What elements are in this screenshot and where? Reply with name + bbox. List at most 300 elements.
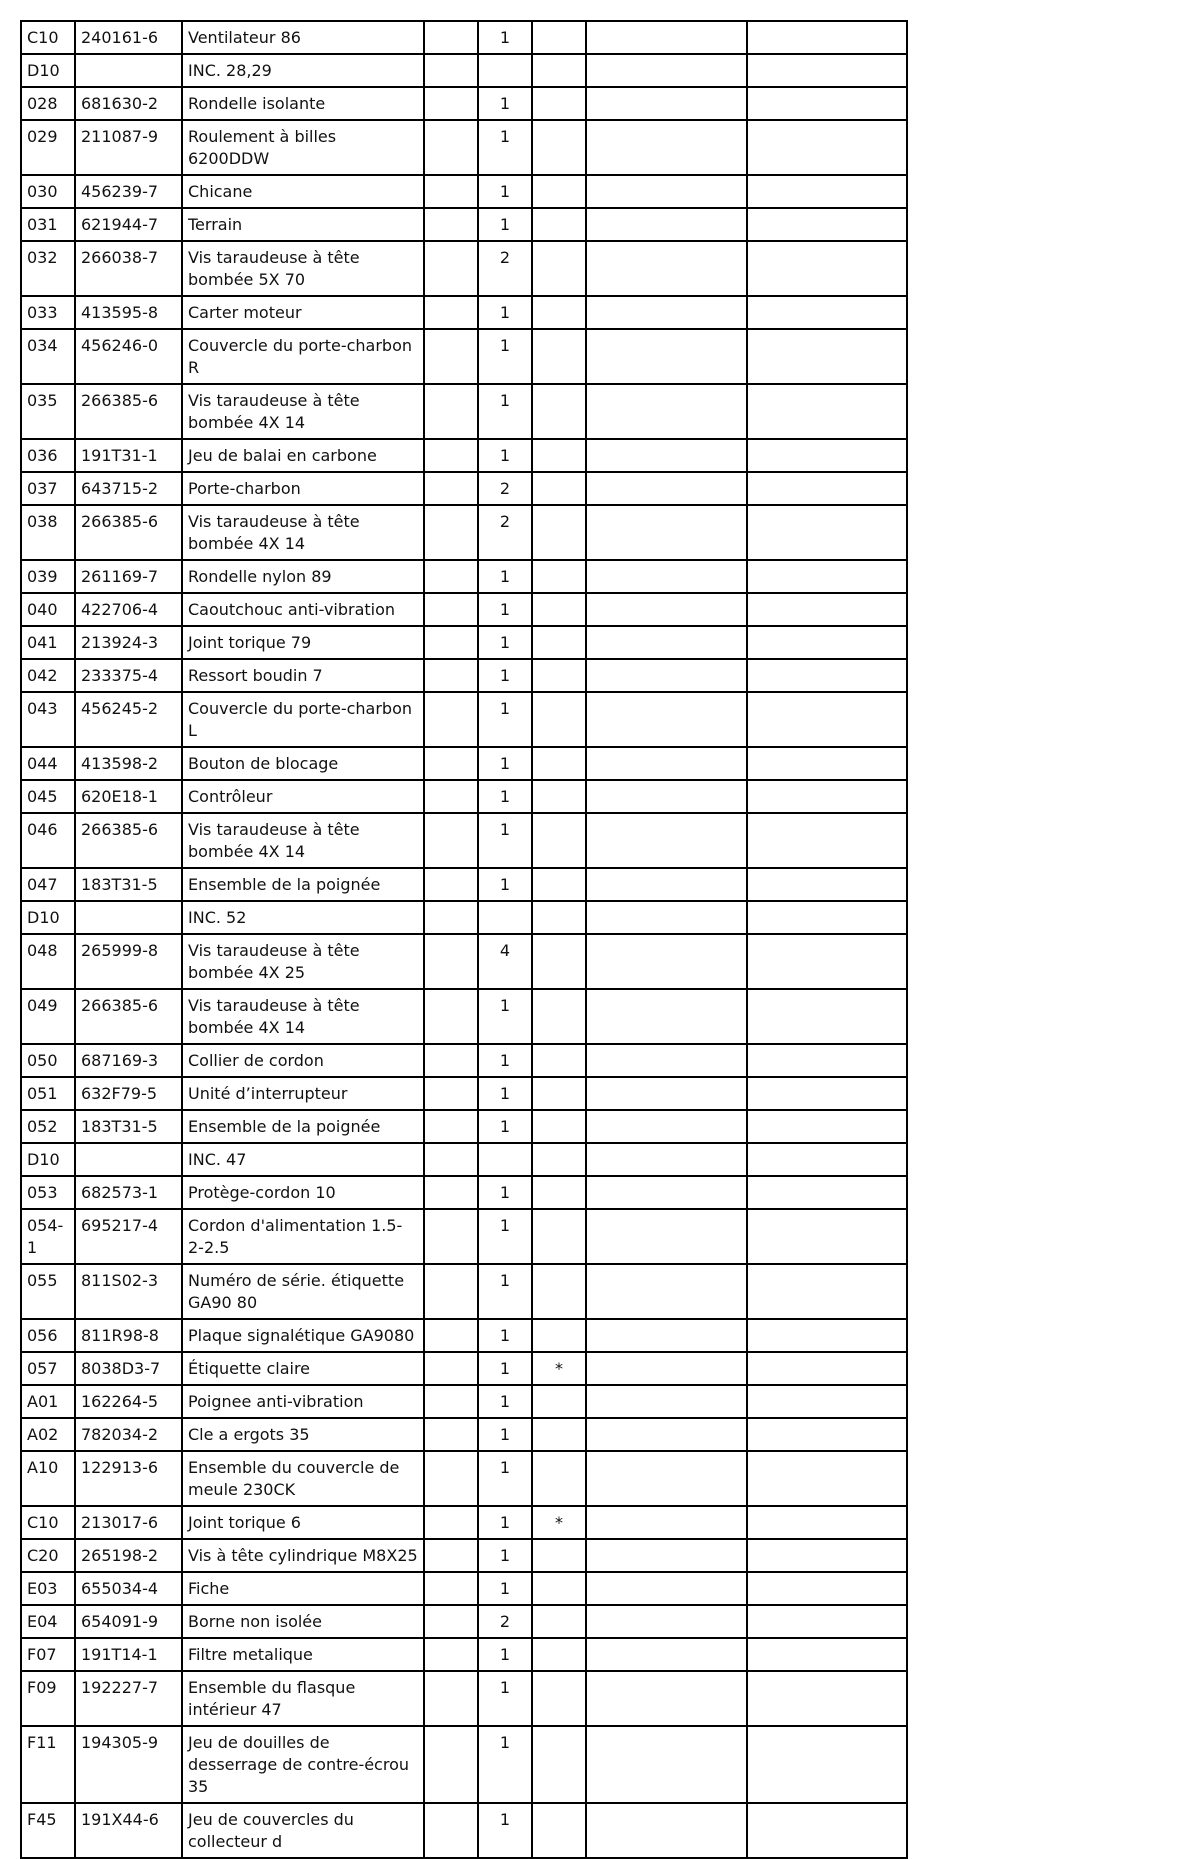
note-cell	[532, 1803, 586, 1858]
item-number-cell: 054-1	[21, 1209, 75, 1264]
blank-cell	[586, 1671, 747, 1726]
table-row	[21, 54, 907, 87]
blank-cell	[747, 1451, 907, 1506]
blank-cell	[747, 120, 907, 175]
blank-cell	[424, 54, 478, 87]
blank-cell	[586, 1352, 747, 1385]
table-row	[21, 901, 907, 934]
table-row	[21, 1264, 907, 1319]
quantity-cell: 1	[478, 780, 532, 813]
blank-cell	[586, 593, 747, 626]
description-cell: Joint torique 79	[182, 626, 424, 659]
item-number-cell: 028	[21, 87, 75, 120]
quantity-cell: 1	[478, 1539, 532, 1572]
description-cell: Filtre metalique	[182, 1638, 424, 1671]
table-row	[21, 208, 907, 241]
description-cell: Borne non isolée	[182, 1605, 424, 1638]
description-cell: Ensemble de la poignée	[182, 1110, 424, 1143]
blank-cell	[586, 54, 747, 87]
blank-cell	[747, 1044, 907, 1077]
table-row	[21, 175, 907, 208]
part-number-cell: 621944-7	[75, 208, 182, 241]
item-number-cell: 049	[21, 989, 75, 1044]
quantity-cell: 1	[478, 1385, 532, 1418]
note-cell	[532, 560, 586, 593]
quantity-cell: 1	[478, 21, 532, 54]
blank-cell	[586, 21, 747, 54]
quantity-cell: 1	[478, 1418, 532, 1451]
blank-cell	[424, 868, 478, 901]
quantity-cell: 1	[478, 1726, 532, 1803]
blank-cell	[424, 120, 478, 175]
blank-cell	[747, 1176, 907, 1209]
table-row	[21, 120, 907, 175]
blank-cell	[747, 813, 907, 868]
blank-cell	[424, 593, 478, 626]
blank-cell	[586, 934, 747, 989]
item-number-cell: F07	[21, 1638, 75, 1671]
note-cell	[532, 1143, 586, 1176]
blank-cell	[586, 439, 747, 472]
part-number-cell: 122913-6	[75, 1451, 182, 1506]
description-cell: Porte-charbon	[182, 472, 424, 505]
item-number-cell: 057	[21, 1352, 75, 1385]
part-number-cell: 233375-4	[75, 659, 182, 692]
blank-cell	[747, 989, 907, 1044]
blank-cell	[586, 296, 747, 329]
blank-cell	[747, 659, 907, 692]
item-number-cell: 033	[21, 296, 75, 329]
description-cell: Ensemble de la poignée	[182, 868, 424, 901]
blank-cell	[747, 1638, 907, 1671]
part-number-cell	[75, 901, 182, 934]
table-row	[21, 1451, 907, 1506]
blank-cell	[424, 989, 478, 1044]
part-number-cell: 655034-4	[75, 1572, 182, 1605]
description-cell: Protège-cordon 10	[182, 1176, 424, 1209]
quantity-cell: 1	[478, 1319, 532, 1352]
blank-cell	[586, 659, 747, 692]
note-cell	[532, 593, 586, 626]
blank-cell	[424, 1110, 478, 1143]
blank-cell	[424, 1539, 478, 1572]
part-number-cell: 413595-8	[75, 296, 182, 329]
quantity-cell: 1	[478, 1803, 532, 1858]
blank-cell	[424, 780, 478, 813]
table-row	[21, 329, 907, 384]
quantity-cell	[478, 901, 532, 934]
part-number-cell: 632F79-5	[75, 1077, 182, 1110]
item-number-cell: F09	[21, 1671, 75, 1726]
blank-cell	[424, 560, 478, 593]
item-number-cell: A10	[21, 1451, 75, 1506]
table-row	[21, 1726, 907, 1803]
blank-cell	[424, 1451, 478, 1506]
item-number-cell: 052	[21, 1110, 75, 1143]
item-number-cell: 031	[21, 208, 75, 241]
blank-cell	[424, 439, 478, 472]
table-row	[21, 241, 907, 296]
note-cell	[532, 1572, 586, 1605]
part-number-cell: 265198-2	[75, 1539, 182, 1572]
blank-cell	[747, 1319, 907, 1352]
note-cell	[532, 87, 586, 120]
description-cell: Cle a ergots 35	[182, 1418, 424, 1451]
note-cell	[532, 1638, 586, 1671]
note-cell	[532, 472, 586, 505]
note-cell	[532, 175, 586, 208]
blank-cell	[586, 1143, 747, 1176]
note-cell	[532, 989, 586, 1044]
part-number-cell: 266385-6	[75, 989, 182, 1044]
table-row	[21, 1110, 907, 1143]
table-row	[21, 1352, 907, 1385]
blank-cell	[424, 1385, 478, 1418]
item-number-cell: F45	[21, 1803, 75, 1858]
item-number-cell: 041	[21, 626, 75, 659]
blank-cell	[747, 593, 907, 626]
blank-cell	[747, 1803, 907, 1858]
quantity-cell: 1	[478, 175, 532, 208]
part-number-cell: 265999-8	[75, 934, 182, 989]
item-number-cell: 032	[21, 241, 75, 296]
table-row	[21, 1385, 907, 1418]
note-cell	[532, 54, 586, 87]
table-row	[21, 593, 907, 626]
note-cell	[532, 934, 586, 989]
blank-cell	[586, 1572, 747, 1605]
description-cell: Jeu de douilles de desserrage de contre-écrou 35	[182, 1726, 424, 1803]
description-cell: Jeu de couvercles du collecteur d	[182, 1803, 424, 1858]
blank-cell	[747, 934, 907, 989]
blank-cell	[747, 21, 907, 54]
part-number-cell: 191X44-6	[75, 1803, 182, 1858]
item-number-cell: A01	[21, 1385, 75, 1418]
description-cell: Fiche	[182, 1572, 424, 1605]
quantity-cell: 1	[478, 1209, 532, 1264]
part-number-cell: 266385-6	[75, 384, 182, 439]
part-number-cell: 456246-0	[75, 329, 182, 384]
item-number-cell: E03	[21, 1572, 75, 1605]
blank-cell	[424, 934, 478, 989]
blank-cell	[586, 1803, 747, 1858]
item-number-cell: 040	[21, 593, 75, 626]
part-number-cell: 213924-3	[75, 626, 182, 659]
quantity-cell: 1	[478, 120, 532, 175]
blank-cell	[424, 626, 478, 659]
quantity-cell: 1	[478, 208, 532, 241]
part-number-cell	[75, 54, 182, 87]
part-number-cell: 681630-2	[75, 87, 182, 120]
blank-cell	[424, 1077, 478, 1110]
note-cell	[532, 1176, 586, 1209]
blank-cell	[424, 1572, 478, 1605]
table-row	[21, 1319, 907, 1352]
description-cell: Vis taraudeuse à tête bombée 4X 14	[182, 813, 424, 868]
table-row	[21, 813, 907, 868]
description-cell: Poignee anti-vibration	[182, 1385, 424, 1418]
blank-cell	[586, 1110, 747, 1143]
item-number-cell: 035	[21, 384, 75, 439]
table-row	[21, 780, 907, 813]
table-row	[21, 1143, 907, 1176]
blank-cell	[747, 1352, 907, 1385]
blank-cell	[747, 692, 907, 747]
description-cell: Vis taraudeuse à tête bombée 4X 14	[182, 989, 424, 1044]
part-number-cell: 191T14-1	[75, 1638, 182, 1671]
part-number-cell: 654091-9	[75, 1605, 182, 1638]
blank-cell	[747, 626, 907, 659]
blank-cell	[586, 1319, 747, 1352]
blank-cell	[424, 175, 478, 208]
blank-cell	[424, 1506, 478, 1539]
part-number-cell: 266385-6	[75, 505, 182, 560]
parts-list-table	[20, 20, 908, 1859]
table-row	[21, 439, 907, 472]
blank-cell	[424, 901, 478, 934]
item-number-cell: 034	[21, 329, 75, 384]
table-row	[21, 692, 907, 747]
note-cell	[532, 1264, 586, 1319]
blank-cell	[586, 901, 747, 934]
table-row	[21, 1671, 907, 1726]
table-row	[21, 934, 907, 989]
table-row	[21, 1418, 907, 1451]
blank-cell	[747, 1143, 907, 1176]
description-cell: Bouton de blocage	[182, 747, 424, 780]
part-number-cell: 191T31-1	[75, 439, 182, 472]
blank-cell	[424, 472, 478, 505]
blank-cell	[586, 626, 747, 659]
table-row	[21, 1572, 907, 1605]
quantity-cell: 2	[478, 241, 532, 296]
blank-cell	[747, 1726, 907, 1803]
blank-cell	[424, 241, 478, 296]
item-number-cell: 037	[21, 472, 75, 505]
note-cell	[532, 813, 586, 868]
item-number-cell: C10	[21, 21, 75, 54]
quantity-cell: 1	[478, 1572, 532, 1605]
part-number-cell: 687169-3	[75, 1044, 182, 1077]
item-number-cell: 056	[21, 1319, 75, 1352]
note-cell	[532, 1110, 586, 1143]
note-cell	[532, 868, 586, 901]
table-row	[21, 21, 907, 54]
blank-cell	[747, 747, 907, 780]
part-number-cell: 183T31-5	[75, 1110, 182, 1143]
note-cell	[532, 241, 586, 296]
description-cell: Vis à tête cylindrique M8X25	[182, 1539, 424, 1572]
part-number-cell: 213017-6	[75, 1506, 182, 1539]
description-cell: Terrain	[182, 208, 424, 241]
quantity-cell: 1	[478, 439, 532, 472]
item-number-cell: 048	[21, 934, 75, 989]
table-row	[21, 1539, 907, 1572]
blank-cell	[747, 241, 907, 296]
part-number-cell: 811R98-8	[75, 1319, 182, 1352]
note-cell	[532, 1451, 586, 1506]
item-number-cell: 036	[21, 439, 75, 472]
part-number-cell: 456245-2	[75, 692, 182, 747]
description-cell: Ventilateur 86	[182, 21, 424, 54]
item-number-cell: E04	[21, 1605, 75, 1638]
blank-cell	[586, 329, 747, 384]
description-cell: INC. 47	[182, 1143, 424, 1176]
blank-cell	[424, 1726, 478, 1803]
quantity-cell: 1	[478, 989, 532, 1044]
table-row	[21, 1803, 907, 1858]
part-number-cell	[75, 1143, 182, 1176]
quantity-cell: 1	[478, 1110, 532, 1143]
blank-cell	[424, 813, 478, 868]
description-cell: Carter moteur	[182, 296, 424, 329]
part-number-cell: 240161-6	[75, 21, 182, 54]
quantity-cell: 1	[478, 1506, 532, 1539]
blank-cell	[586, 560, 747, 593]
description-cell: Collier de cordon	[182, 1044, 424, 1077]
description-cell: Roulement à billes 6200DDW	[182, 120, 424, 175]
quantity-cell: 1	[478, 1077, 532, 1110]
quantity-cell	[478, 54, 532, 87]
item-number-cell: 029	[21, 120, 75, 175]
description-cell: Contrôleur	[182, 780, 424, 813]
blank-cell	[424, 87, 478, 120]
table-row	[21, 659, 907, 692]
blank-cell	[424, 21, 478, 54]
note-cell	[532, 120, 586, 175]
description-cell: Unité d’interrupteur	[182, 1077, 424, 1110]
description-cell: Plaque signalétique GA9080	[182, 1319, 424, 1352]
blank-cell	[747, 1671, 907, 1726]
part-number-cell: 162264-5	[75, 1385, 182, 1418]
blank-cell	[586, 747, 747, 780]
blank-cell	[586, 208, 747, 241]
blank-cell	[747, 384, 907, 439]
blank-cell	[586, 175, 747, 208]
table-row	[21, 1044, 907, 1077]
blank-cell	[747, 87, 907, 120]
description-cell: Jeu de balai en carbone	[182, 439, 424, 472]
blank-cell	[586, 505, 747, 560]
note-cell	[532, 296, 586, 329]
note-cell	[532, 1726, 586, 1803]
blank-cell	[424, 747, 478, 780]
note-cell	[532, 439, 586, 472]
item-number-cell: 038	[21, 505, 75, 560]
note-cell	[532, 21, 586, 54]
blank-cell	[747, 505, 907, 560]
blank-cell	[747, 1385, 907, 1418]
blank-cell	[747, 1506, 907, 1539]
table-row	[21, 868, 907, 901]
table-row	[21, 747, 907, 780]
quantity-cell: 2	[478, 472, 532, 505]
blank-cell	[586, 1506, 747, 1539]
description-cell: Ressort boudin 7	[182, 659, 424, 692]
blank-cell	[424, 1638, 478, 1671]
blank-cell	[424, 1044, 478, 1077]
quantity-cell: 1	[478, 384, 532, 439]
blank-cell	[586, 1638, 747, 1671]
item-number-cell: 055	[21, 1264, 75, 1319]
blank-cell	[747, 1418, 907, 1451]
table-row	[21, 1077, 907, 1110]
blank-cell	[747, 1264, 907, 1319]
note-cell	[532, 692, 586, 747]
blank-cell	[586, 1539, 747, 1572]
description-cell: INC. 28,29	[182, 54, 424, 87]
note-cell	[532, 1605, 586, 1638]
note-cell	[532, 659, 586, 692]
note-cell	[532, 1044, 586, 1077]
item-number-cell: 043	[21, 692, 75, 747]
blank-cell	[586, 1451, 747, 1506]
description-cell: Ensemble du flasque intérieur 47	[182, 1671, 424, 1726]
blank-cell	[747, 208, 907, 241]
item-number-cell: 030	[21, 175, 75, 208]
item-number-cell: A02	[21, 1418, 75, 1451]
table-row	[21, 1176, 907, 1209]
blank-cell	[747, 439, 907, 472]
note-cell	[532, 747, 586, 780]
part-number-cell: 620E18-1	[75, 780, 182, 813]
table-row	[21, 1209, 907, 1264]
note-cell	[532, 208, 586, 241]
table-row	[21, 472, 907, 505]
part-number-cell: 782034-2	[75, 1418, 182, 1451]
item-number-cell: 047	[21, 868, 75, 901]
blank-cell	[747, 1539, 907, 1572]
item-number-cell: F11	[21, 1726, 75, 1803]
note-cell	[532, 1319, 586, 1352]
blank-cell	[747, 54, 907, 87]
part-number-cell: 695217-4	[75, 1209, 182, 1264]
description-cell: Vis taraudeuse à tête bombée 4X 14	[182, 505, 424, 560]
blank-cell	[424, 296, 478, 329]
item-number-cell: 044	[21, 747, 75, 780]
table-row	[21, 505, 907, 560]
part-number-cell: 413598-2	[75, 747, 182, 780]
part-number-cell: 211087-9	[75, 120, 182, 175]
blank-cell	[747, 1572, 907, 1605]
description-cell: Chicane	[182, 175, 424, 208]
note-cell: *	[532, 1352, 586, 1385]
blank-cell	[586, 1044, 747, 1077]
blank-cell	[586, 780, 747, 813]
quantity-cell: 1	[478, 560, 532, 593]
table-row	[21, 87, 907, 120]
part-number-cell: 8038D3-7	[75, 1352, 182, 1385]
table-row	[21, 296, 907, 329]
item-number-cell: 051	[21, 1077, 75, 1110]
blank-cell	[586, 1418, 747, 1451]
part-number-cell: 422706-4	[75, 593, 182, 626]
blank-cell	[747, 1209, 907, 1264]
note-cell	[532, 1077, 586, 1110]
item-number-cell: 050	[21, 1044, 75, 1077]
item-number-cell: C10	[21, 1506, 75, 1539]
item-number-cell: D10	[21, 1143, 75, 1176]
blank-cell	[424, 329, 478, 384]
blank-cell	[424, 208, 478, 241]
description-cell: Joint torique 6	[182, 1506, 424, 1539]
quantity-cell: 1	[478, 1638, 532, 1671]
quantity-cell: 2	[478, 1605, 532, 1638]
description-cell: INC. 52	[182, 901, 424, 934]
quantity-cell: 1	[478, 593, 532, 626]
item-number-cell: D10	[21, 901, 75, 934]
description-cell: Vis taraudeuse à tête bombée 4X 14	[182, 384, 424, 439]
